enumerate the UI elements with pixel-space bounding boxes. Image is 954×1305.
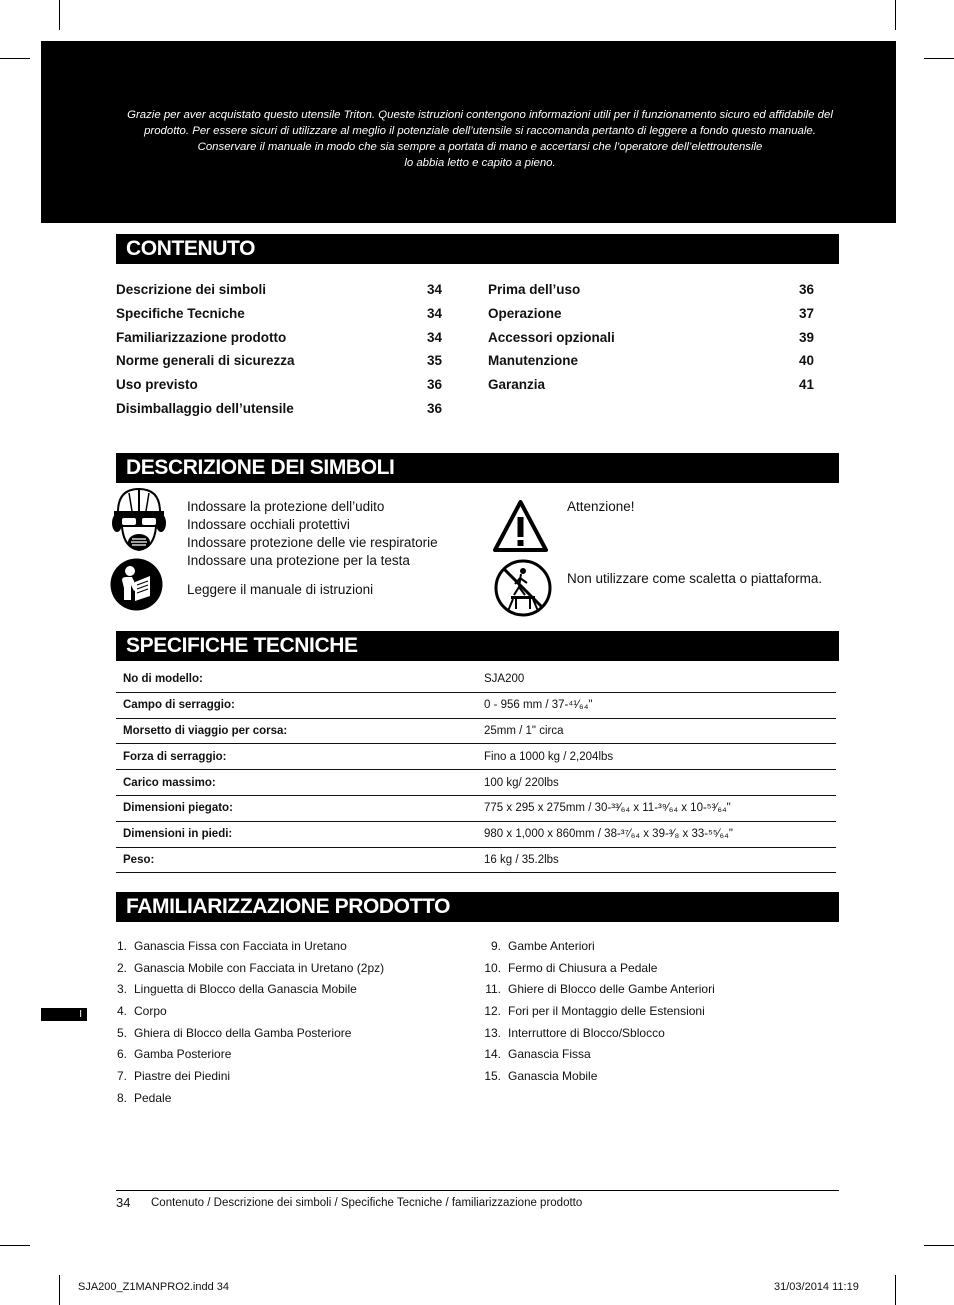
list-item: 3. Linguetta di Blocco della Ganascia Mobile bbox=[116, 982, 357, 997]
ppe-line: Indossare la protezione dell’udito bbox=[187, 499, 385, 514]
spec-value: Fino a 1000 kg / 2,204lbs bbox=[477, 744, 836, 770]
ppe-line: Indossare occhiali protettivi bbox=[187, 517, 350, 532]
ppe-line: Indossare una protezione per la testa bbox=[187, 553, 410, 568]
spec-key: Campo di serraggio: bbox=[116, 692, 477, 718]
specs-table bbox=[116, 667, 836, 873]
spec-value: 16 kg / 35.2lbs bbox=[477, 847, 836, 873]
spec-key: Dimensioni in piedi: bbox=[116, 821, 477, 847]
spec-key: Carico massimo: bbox=[116, 770, 477, 796]
list-item: 4. Corpo bbox=[116, 1004, 167, 1019]
spec-key: No di modello: bbox=[116, 667, 477, 692]
list-item: 2. Ganascia Mobile con Facciata in Uretano (2pz) bbox=[116, 960, 385, 975]
contents-item[interactable]: Norme generali di sicurezza 35 bbox=[116, 353, 442, 369]
contents-item[interactable]: Prima dell’uso 36 bbox=[488, 282, 814, 297]
parts-list-left bbox=[105, 936, 465, 1110]
crop-mark bbox=[59, 0, 60, 30]
table-row bbox=[116, 770, 836, 796]
contents-item[interactable]: Operazione 37 bbox=[488, 305, 814, 321]
ppe-head-icon bbox=[112, 486, 166, 552]
list-item: 13. Interruttore di Blocco/Sblocco bbox=[484, 1025, 665, 1040]
crop-mark bbox=[924, 1245, 954, 1246]
spec-value: SJA200 bbox=[477, 667, 836, 692]
footer-text: Contenuto / Descrizione dei simboli / Specifiche Tecniche / familiarizzazione prodotto bbox=[151, 1197, 583, 1209]
spec-value: 775 x 295 x 275mm / 30-³³⁄₆₄ x 11-³⁹⁄₆₄ x 10-⁵³⁄₆₄" bbox=[477, 795, 836, 821]
intro-line: Conservare il manuale in modo che sia sempre a portata di mano e accertarsi che l’operatore dell’elettroutensile bbox=[197, 141, 763, 153]
no-step-icon bbox=[494, 559, 552, 617]
contents-item[interactable]: Descrizione dei simboli 34 bbox=[116, 282, 442, 297]
crop-mark bbox=[59, 1275, 60, 1305]
symbols-heading: DESCRIZIONE DEI SIMBOLI bbox=[116, 453, 839, 483]
contents-item[interactable]: Uso previsto 36 bbox=[116, 377, 442, 393]
spec-value: 0 - 956 mm / 37-⁴¹⁄₆₄" bbox=[477, 692, 836, 718]
warning-text: Attenzione! bbox=[567, 499, 635, 514]
crop-mark bbox=[895, 1275, 896, 1305]
spec-key: Morsetto di viaggio per corsa: bbox=[116, 718, 477, 744]
list-item: 8. Pedale bbox=[116, 1090, 172, 1105]
table-row bbox=[116, 821, 836, 847]
table-row bbox=[116, 847, 836, 873]
list-item: 5. Ghiera di Blocco della Gamba Posteriore bbox=[116, 1025, 352, 1040]
contents-item[interactable]: Familiarizzazione prodotto 34 bbox=[116, 329, 442, 345]
list-item: 11. Ghiere di Blocco delle Gambe Anteriori bbox=[485, 982, 715, 997]
intro-line: Grazie per aver acquistato questo utensile Triton. Queste istruzioni contengono informazioni utili per il funzionamento sicuro ed affidabile del bbox=[127, 109, 833, 121]
slug-file: SJA200_Z1MANPRO2.indd 34 bbox=[78, 1281, 230, 1293]
intro-line: prodotto. Per essere sicuri di utilizzare al meglio il potenziale dell’utensile si raccomanda pertanto di leggere a fondo questo manuale. bbox=[144, 125, 816, 137]
language-tab: I bbox=[41, 1008, 87, 1021]
list-item: 6. Gamba Posteriore bbox=[116, 1047, 232, 1062]
list-item: 12. Fori per il Montaggio delle Estensioni bbox=[484, 1004, 705, 1019]
page-number: 34 bbox=[116, 1195, 131, 1210]
crop-mark bbox=[0, 58, 30, 59]
table-row bbox=[116, 718, 836, 744]
contents-item[interactable]: Accessori opzionali 39 bbox=[488, 329, 814, 345]
table-row bbox=[116, 692, 836, 718]
crop-mark bbox=[895, 0, 896, 30]
specs-heading: SPECIFICHE TECNICHE bbox=[116, 631, 839, 661]
ppe-text bbox=[187, 498, 438, 570]
spec-key: Peso: bbox=[116, 847, 477, 873]
spec-value: 100 kg/ 220lbs bbox=[477, 770, 836, 796]
crop-mark bbox=[0, 1245, 30, 1246]
table-row bbox=[116, 667, 836, 692]
footer-rule bbox=[116, 1190, 839, 1191]
intro-text bbox=[110, 107, 850, 171]
table-row bbox=[116, 795, 836, 821]
warning-triangle-icon bbox=[493, 500, 548, 552]
list-item: 10. Fermo di Chiusura a Pedale bbox=[484, 960, 658, 975]
familiarisation-heading: FAMILIARIZZAZIONE PRODOTTO bbox=[116, 892, 839, 922]
parts-list-right bbox=[479, 936, 839, 1088]
manual-text: Leggere il manuale di istruzioni bbox=[187, 582, 374, 597]
table-row bbox=[116, 744, 836, 770]
spec-key: Dimensioni piegato: bbox=[116, 795, 477, 821]
contents-list-left bbox=[116, 278, 442, 421]
read-manual-icon bbox=[110, 558, 163, 611]
crop-mark bbox=[924, 58, 954, 59]
contents-list-right bbox=[488, 278, 814, 397]
contents-heading: CONTENUTO bbox=[116, 234, 839, 264]
intro-line: lo abbia letto e capito a pieno. bbox=[404, 157, 556, 169]
no-step-text: Non utilizzare come scaletta o piattaforma. bbox=[567, 571, 823, 586]
contents-item[interactable]: Specifiche Tecniche 34 bbox=[116, 305, 442, 321]
spec-value: 980 x 1,000 x 860mm / 38-³⁷⁄₆₄ x 39-³⁄₈ x 33-⁵⁵⁄₆₄" bbox=[477, 821, 836, 847]
spec-value: 25mm / 1" circa bbox=[477, 718, 836, 744]
contents-item[interactable]: Manutenzione 40 bbox=[488, 353, 814, 369]
list-item: 9. Gambe Anteriori bbox=[490, 939, 595, 953]
ppe-line: Indossare protezione delle vie respiratorie bbox=[187, 535, 438, 550]
slug-date: 31/03/2014 11:19 bbox=[774, 1281, 859, 1293]
list-item: 14. Ganascia Fissa bbox=[484, 1047, 591, 1062]
list-item: 1. Ganascia Fissa con Facciata in Uretano bbox=[116, 939, 347, 953]
contents-item[interactable]: Disimballaggio dell’utensile 36 bbox=[116, 400, 442, 416]
spec-key: Forza di serraggio: bbox=[116, 744, 477, 770]
list-item: 15. Ganascia Mobile bbox=[484, 1069, 598, 1084]
contents-item[interactable]: Garanzia 41 bbox=[488, 377, 814, 393]
list-item: 7. Piastre dei Piedini bbox=[116, 1069, 231, 1084]
